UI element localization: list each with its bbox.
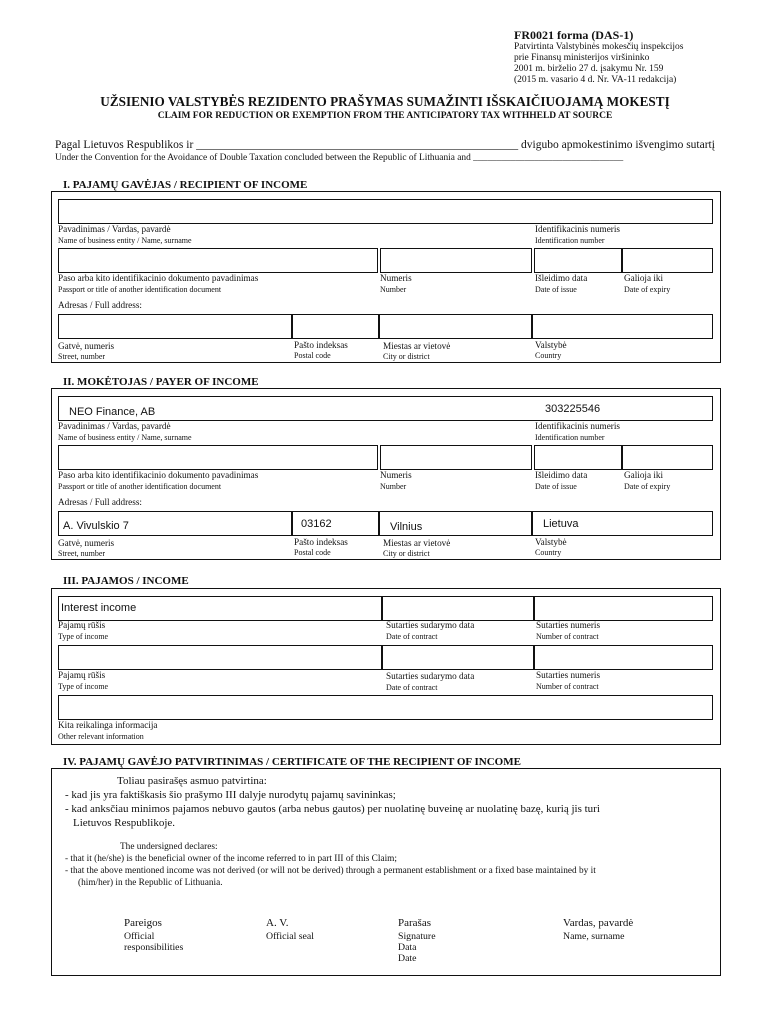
approval-line-4: (2015 m. vasario 4 d. Nr. VA-11 redakcija): [514, 75, 677, 85]
payer-street-value: A. Vivulskio 7: [63, 520, 129, 532]
label: Identifikacinis numeris: [535, 224, 620, 234]
payer-postal-value: 03162: [301, 518, 332, 530]
label: Identification number: [535, 236, 605, 245]
label: Date of issue: [535, 482, 577, 491]
label: Gatvė, numeris: [58, 341, 115, 351]
label: Identifikacinis numeris: [535, 421, 620, 431]
label: Number of contract: [536, 682, 599, 691]
declaration-en-1: - that it (he/she) is the beneficial owner of the income referred to in part III of this Claim;: [65, 854, 397, 864]
label: Gatvė, numeris: [58, 538, 115, 548]
label: Kita reikalinga informacija: [58, 720, 158, 730]
label: Paso arba kito identifikacinio dokumento pavadinimas: [58, 470, 259, 480]
sig-signature-lt: Parašas: [398, 917, 431, 929]
label: Pavadinimas / Vardas, pavardė: [58, 421, 171, 431]
sig-name-en: Name, surname: [563, 931, 625, 942]
label: Type of income: [58, 632, 109, 641]
label: Postal code: [294, 351, 331, 360]
recipient-doc-number-field[interactable]: [380, 248, 532, 273]
approval-line-2: prie Finansų ministerijos viršininko: [514, 53, 650, 63]
income-type-1-value: Interest income: [61, 602, 137, 614]
label: Street, number: [58, 549, 106, 558]
label: Numeris: [380, 470, 412, 480]
contract-date-2-field[interactable]: [382, 645, 534, 670]
declaration-lt-2: - kad anksčiau minimos pajamos nebuvo gautos (arba nebus gautos) per nuolatinę buveinę ar nuolatinę bazę, kurią jis turi: [65, 803, 600, 815]
label: Sutarties sudarymo data: [386, 620, 475, 630]
label: Passport or title of another identification document: [58, 482, 222, 491]
label: City or district: [383, 549, 430, 558]
form-title-en: CLAIM FOR REDUCTION OR EXEMPTION FROM THE ANTICIPATORY TAX WITHHELD AT SOURCE: [157, 111, 613, 121]
section-2-title: II. MOKĖTOJAS / PAYER OF INCOME: [63, 376, 259, 388]
label: Valstybė: [535, 340, 567, 350]
label: Country: [535, 548, 562, 557]
declaration-en-2b: (him/her) in the Republic of Lithuania.: [78, 878, 223, 888]
treaty-line-en[interactable]: Under the Convention for the Avoidance of Double Taxation concluded between the Republic of Lithuania and ________________________________: [55, 153, 624, 163]
label: Galioja iki: [624, 470, 664, 480]
other-info-field[interactable]: [58, 695, 713, 720]
payer-name-field[interactable]: [58, 396, 713, 421]
label: Other relevant information: [58, 732, 144, 741]
contract-number-2-field[interactable]: [534, 645, 713, 670]
declaration-lt-intro: Toliau pasirašęs asmuo patvirtina:: [117, 775, 267, 787]
sig-date-en: Date: [398, 953, 417, 964]
form-title-lt: UŽSIENIO VALSTYBĖS REZIDENTO PRAŠYMAS SUMAŽINTI IŠSKAIČIUOJAMĄ MOKESTĮ: [100, 94, 670, 109]
recipient-issue-date-field[interactable]: [534, 248, 622, 273]
label: Paso arba kito identifikacinio dokumento pavadinimas: [58, 273, 259, 283]
label: Number of contract: [536, 632, 599, 641]
label: Date of contract: [386, 683, 438, 692]
label: Išleidimo data: [535, 470, 588, 480]
declaration-en-intro: The undersigned declares:: [120, 842, 218, 852]
declaration-lt-1: - kad jis yra faktiškasis šio prašymo III dalyje nurodytų pajamų savininkas;: [65, 789, 396, 801]
label: Number: [380, 482, 407, 491]
label: Pašto indeksas: [294, 537, 348, 547]
sig-signature-en: Signature: [398, 931, 436, 942]
label: Adresas / Full address:: [58, 300, 142, 310]
label: Miestas ar vietovė: [383, 538, 451, 548]
sig-name-lt: Vardas, pavardė: [563, 917, 634, 929]
sig-duties-en-2: responsibilities: [124, 942, 184, 953]
recipient-country-field[interactable]: [532, 314, 713, 339]
payer-city-value: Vilnius: [390, 521, 423, 533]
label: Pašto indeksas: [294, 340, 348, 350]
label: Date of issue: [535, 285, 577, 294]
recipient-name-field[interactable]: [58, 199, 713, 224]
label: Sutarties numeris: [536, 670, 601, 680]
section-certificate: [51, 768, 721, 976]
label: Date of contract: [386, 632, 438, 641]
label: Country: [535, 351, 562, 360]
sig-date-lt: Data: [398, 942, 417, 953]
sig-seal-lt: A. V.: [266, 917, 289, 929]
declaration-en-2: - that the above mentioned income was not derived (or will not be derived) through a permanent establishment or a fixed base maintained by it: [65, 866, 596, 876]
approval-line-1: Patvirtinta Valstybinės mokesčių inspekcijos: [514, 42, 684, 52]
label: Išleidimo data: [535, 273, 588, 283]
payer-doc-number-field[interactable]: [380, 445, 532, 470]
payer-name-value: NEO Finance, AB: [69, 406, 156, 418]
label: Sutarties sudarymo data: [386, 671, 475, 681]
label: City or district: [383, 352, 430, 361]
label: Pajamų rūšis: [58, 620, 106, 630]
payer-document-field[interactable]: [58, 445, 378, 470]
label: Pajamų rūšis: [58, 670, 106, 680]
label: Valstybė: [535, 537, 567, 547]
label: Pavadinimas / Vardas, pavardė: [58, 224, 171, 234]
treaty-line-lt[interactable]: Pagal Lietuvos Respublikos ir ________________________________________________________ dvigubo apmokestinimo išvengimo sutartį: [55, 139, 715, 151]
contract-number-1-field[interactable]: [534, 596, 713, 621]
payer-id-value: 303225546: [545, 403, 601, 415]
label: Numeris: [380, 273, 412, 283]
label: Name of business entity / Name, surname: [58, 433, 192, 442]
label: Date of expiry: [624, 285, 671, 294]
label: Adresas / Full address:: [58, 497, 142, 507]
label: Miestas ar vietovė: [383, 341, 451, 351]
sig-duties-en-1: Official: [124, 931, 155, 942]
label: Date of expiry: [624, 482, 671, 491]
label: Galioja iki: [624, 273, 664, 283]
sig-seal-en: Official seal: [266, 931, 314, 942]
recipient-postal-field[interactable]: [292, 314, 379, 339]
form-code: FR0021 forma (DAS-1): [514, 28, 634, 42]
label: Type of income: [58, 682, 109, 691]
payer-issue-date-field[interactable]: [534, 445, 622, 470]
section-income: [51, 588, 721, 745]
approval-line-3: 2001 m. birželio 27 d. įsakymu Nr. 159: [514, 64, 664, 74]
label: Name of business entity / Name, surname: [58, 236, 192, 245]
label: Postal code: [294, 548, 331, 557]
payer-expiry-date-field[interactable]: [622, 445, 713, 470]
contract-date-1-field[interactable]: [382, 596, 534, 621]
declaration-lt-2b: Lietuvos Respublikoje.: [73, 817, 176, 829]
payer-country-value: Lietuva: [543, 518, 579, 530]
section-1-title: I. PAJAMŲ GAVĖJAS / RECIPIENT OF INCOME: [63, 179, 308, 191]
label: Identification number: [535, 433, 605, 442]
recipient-city-field[interactable]: [379, 314, 532, 339]
label: Street, number: [58, 352, 106, 361]
label: Sutarties numeris: [536, 620, 601, 630]
section-payer: [51, 388, 721, 560]
recipient-document-field[interactable]: [58, 248, 378, 273]
sig-duties-lt: Pareigos: [124, 917, 162, 929]
section-4-title: IV. PAJAMŲ GAVĖJO PATVIRTINIMAS / CERTIFICATE OF THE RECIPIENT OF INCOME: [63, 756, 521, 768]
income-type-2-field[interactable]: [58, 645, 382, 670]
section-3-title: III. PAJAMOS / INCOME: [63, 575, 189, 587]
label: Passport or title of another identification document: [58, 285, 222, 294]
label: Number: [380, 285, 407, 294]
recipient-expiry-date-field[interactable]: [622, 248, 713, 273]
recipient-street-field[interactable]: [58, 314, 292, 339]
section-recipient: [51, 191, 721, 363]
